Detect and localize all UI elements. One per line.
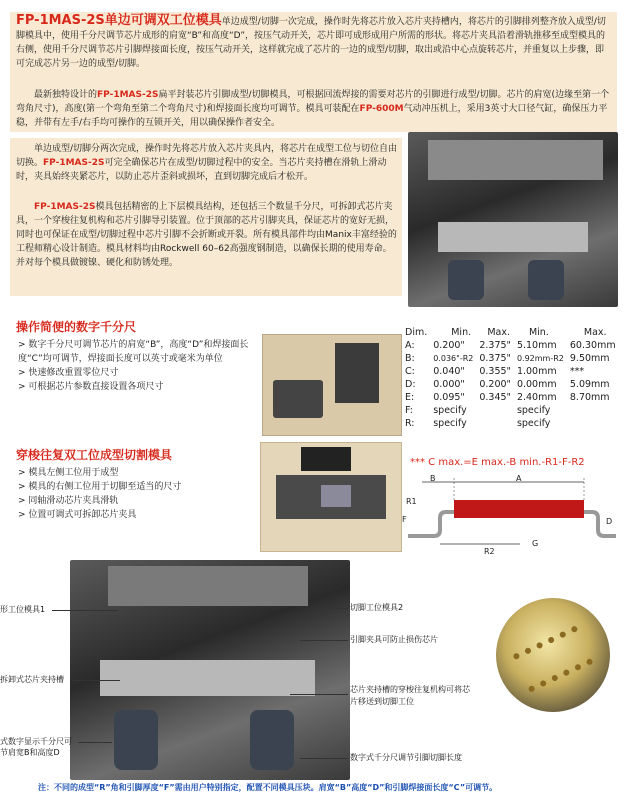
section-title-micrometer: 操作简便的数字千分尺 <box>16 320 137 334</box>
callout-line <box>290 694 348 695</box>
table-cell: 0.375" <box>479 353 511 364</box>
intro-model: FP-1MAS-2S <box>97 90 159 100</box>
table-row <box>405 365 622 378</box>
table-cell: 5.10mm <box>516 340 557 351</box>
table-cell: D: <box>405 379 416 390</box>
list-item: > 可根据芯片参数直接设置各项尺寸 <box>18 380 258 394</box>
callout-micrometer-right: 数字式千分尺调节引脚切脚长度 <box>350 753 462 762</box>
table-cell: 2.375" <box>479 340 511 351</box>
table-header: Min. <box>451 327 472 338</box>
lead-form-diagram <box>400 472 620 556</box>
intro-title: FP-1MAS-2S单边可调双工位模具 <box>16 13 222 28</box>
label-r2: R2 <box>484 547 495 556</box>
product-photo-main <box>70 560 350 780</box>
micrometer-icon <box>448 260 484 300</box>
intro-text-2a: 最新独特设计的 <box>34 90 98 100</box>
table-cell: R: <box>405 418 415 429</box>
table-cell: specify <box>516 418 551 429</box>
intro-paragraph-1 <box>16 14 612 71</box>
list-item: > 模具的右侧工位用于切脚至适当的尺寸 <box>18 480 258 494</box>
table-cell: E: <box>405 392 415 403</box>
table-cell: specify <box>433 418 467 429</box>
callout-shuttle: 芯片夹持槽的穿梭往复机构可将芯片移送到切脚工位 <box>350 685 470 706</box>
table-cell: 0.095" <box>433 392 465 403</box>
table-cell <box>479 417 517 430</box>
table-cell <box>570 404 622 417</box>
detail-text-1a: 单边成型/切脚分两次完成，操作时先将芯片放入芯片夹具内，将芯片在成型工位与切位自由切换。 <box>16 144 398 168</box>
dimension-table <box>405 326 622 430</box>
detail-model-2: FP-1MAS-2S <box>34 202 96 212</box>
list-item: > 数字千分尺可调节芯片的肩宽“B”，高度“D”和焊接面长度“C”均可调节，焊接面长度可以英寸或毫米为单位 <box>18 338 258 366</box>
table-cell: 0.355" <box>479 366 511 377</box>
table-row <box>405 352 622 365</box>
table-cell: 0.200" <box>433 340 465 351</box>
label-b: B <box>430 474 436 483</box>
table-header: Min. <box>528 327 549 338</box>
table-cell: B: <box>405 353 415 364</box>
formula-text: *** C max.=E max.-B min.-R1-F-R2 <box>410 457 585 468</box>
intro-text-2b: 扁平封装芯片引脚成型/切脚模具，可根据回流焊接的需要对芯片的引脚进行成型/切脚。芯片的肩宽(边缘至第一个弯角尺寸)，高度(第一个弯角至第二个弯角尺寸)和焊接面长度均可调节。模具可装配在 <box>16 90 610 114</box>
list-item: > 位置可调式可拆卸芯片夹具 <box>18 508 258 522</box>
micrometer-photo <box>262 334 402 436</box>
table-row <box>405 378 622 391</box>
table-row <box>405 339 622 352</box>
table-cell: 1.00mm <box>516 366 557 377</box>
table-cell: 0.036"-R2 <box>433 354 474 363</box>
table-cell: 0.00mm <box>516 379 557 390</box>
list-item: > 同轴滑动芯片夹具滑轨 <box>18 494 258 508</box>
label-a: A <box>516 474 522 483</box>
section-title-shuttle: 穿梭往复双工位成型切割模具 <box>16 448 173 462</box>
micrometer-icon <box>250 710 294 770</box>
detail-model-1: FP-1MAS-2S <box>43 158 105 168</box>
chip-icon <box>321 485 351 507</box>
chip-closeup-photo <box>496 598 610 712</box>
table-cell: C: <box>405 366 415 377</box>
callout-line <box>312 608 348 609</box>
label-g: G <box>532 539 539 548</box>
table-cell: 5.09mm <box>569 379 610 390</box>
photo-rail <box>100 660 315 696</box>
micrometer-icon <box>114 710 158 770</box>
table-row <box>405 417 622 430</box>
table-header: Dim. <box>405 327 428 338</box>
photo-upper-die <box>301 447 351 471</box>
table-header-row <box>405 326 622 339</box>
intro-text-1: 单边成型/切脚一次完成，操作时先将芯片放入芯片夹持槽内，将芯片的引脚排列整齐放入成型/切脚模具中，使用千分尺调节芯片成形的肩宽“B”和高度“D”，按压气动开关，芯片即可成形成用户所需的形状。将芯片夹具沿着滑轨推移至成型模具的右侧，使用千分尺调节芯片引脚焊接面长度，按压气动开关，这样就完成了芯片的一边的成型/切脚，取出或沿中心点旋转芯片，并重复以上步骤，即可完成芯片另一边的成型/切脚。 <box>16 17 606 69</box>
intro-press-model: FP-600M <box>359 104 404 114</box>
table-cell: 0.345" <box>479 392 511 403</box>
table-cell: specify <box>516 405 551 416</box>
micrometer-feature-list <box>18 338 258 394</box>
shuttle-photo <box>260 442 402 552</box>
photo-top-plate <box>108 566 308 606</box>
table-cell: F: <box>405 405 413 416</box>
chip-leads <box>512 625 593 693</box>
table-header: Max. <box>487 327 511 338</box>
table-cell: 0.040" <box>433 366 465 377</box>
callout-line <box>300 640 348 641</box>
photo-rail <box>438 222 588 252</box>
list-item: > 快速修改重置零位尺寸 <box>18 366 258 380</box>
table-cell: 0.200" <box>479 379 511 390</box>
detail-text-1b: 可完全确保芯片在成型/切脚过程中的安全。当芯片夹持槽在滑轨上滑动时，夹具始终夹紧芯片，以防止芯片歪斜或损坏，直到切脚完成后才松开。 <box>16 158 387 182</box>
callout-forming-station: 形工位模具1 <box>0 605 46 614</box>
photo-top-plate <box>428 140 603 180</box>
callout-cutting-station: 切脚工位模具2 <box>350 603 404 612</box>
intro-text-2c: 气动冲压机上，采用3英寸大口径气缸，确保压力平稳，并带有左手/右手均可操作的互锁开关，用以确保操作者安全。 <box>16 104 608 128</box>
table-cell: 0.000" <box>433 379 465 390</box>
list-item: > 模具左侧工位用于成型 <box>18 466 258 480</box>
callout-line <box>78 742 112 743</box>
table-cell: 60.30mm <box>569 340 616 351</box>
callout-lead-clamp: 引脚夹具可防止损伤芯片 <box>350 635 438 644</box>
intro-paragraph-2 <box>16 88 612 130</box>
table-cell: specify <box>433 405 467 416</box>
detail-paragraph-2 <box>16 200 398 270</box>
label-d: D <box>606 517 613 526</box>
table-cell: 8.70mm <box>569 392 610 403</box>
chip-body <box>454 500 584 518</box>
detail-text-2b: 模具包括精密的上下层模具结构，还包括三个数显千分尺，可拆卸式芯片夹具，一个穿梭往复机构和芯片引脚导引装置。位于顶部的芯片引脚夹具，保证芯片的宽好无损，同时也可保证在成型/切脚过程中芯片引脚不会折断或开裂。所有模具部件均由Manix丰富经验的工程师精心设计制造。模具材料均由Rockwell 60–62高强度钢制造，以确保长期的使用寿命。并对每个模具做镀镍、硬化和防锈处理。 <box>16 202 397 268</box>
table-cell <box>479 404 517 417</box>
shuttle-feature-list <box>18 466 258 522</box>
label-r1: R1 <box>406 497 417 506</box>
callout-line <box>72 680 120 681</box>
left-lead <box>408 512 454 536</box>
callout-line <box>52 610 118 611</box>
table-cell: 2.40mm <box>516 392 557 403</box>
callout-removable-nest: 拆卸式芯片夹持槽 <box>0 675 64 684</box>
callout-micrometer-left: 式数字显示千分尺可节肩宽B和高度D <box>0 737 72 757</box>
detail-paragraph-1 <box>16 142 398 184</box>
micrometer-icon <box>528 260 564 300</box>
table-cell: 0.92mm-R2 <box>516 354 564 363</box>
table-row <box>405 391 622 404</box>
photo-base <box>273 380 323 418</box>
photo-press <box>335 343 379 403</box>
table-header: Max. <box>583 327 607 338</box>
table-row <box>405 404 622 417</box>
product-photo-top <box>408 132 618 307</box>
label-f: F <box>402 515 407 524</box>
callout-line <box>300 758 348 759</box>
footer-note: 注：不同的成型“R”角和引脚厚度“F”需由用户特别指定，配置不同模具压块。肩宽“B”高度“D”和引脚焊接面长度“C”可调节。 <box>38 783 498 792</box>
table-cell: *** <box>569 366 585 377</box>
table-cell: A: <box>405 340 415 351</box>
table-cell: 9.50mm <box>569 353 610 364</box>
table-cell <box>570 417 622 430</box>
